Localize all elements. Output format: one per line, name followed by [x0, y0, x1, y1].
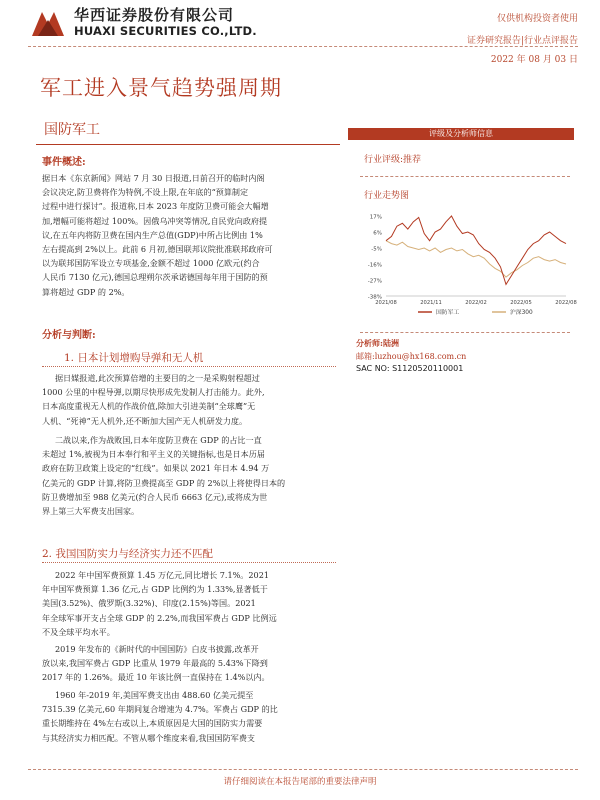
text-line: 7315.39 亿美元,60 年期间复合增速为 4.7%。军费占 GDP 的比	[42, 704, 278, 715]
text-line: 未超过 1%,被视为日本奉行和平主义的关键指标,也是日本历届	[42, 449, 265, 460]
subsection-1-paragraph-1	[42, 371, 336, 428]
x-tick-label: 2022/08	[555, 300, 577, 306]
y-tick-label: -16%	[367, 262, 382, 269]
text-line: 会议决定,防卫费将作为特例,不设上限,在年底的“预算制定	[42, 187, 249, 198]
sidebar-divider	[360, 176, 570, 177]
report-type: 证券研究报告|行业点评报告	[466, 36, 578, 46]
company-name-cn: 华西证券股份有限公司	[74, 6, 235, 24]
text-line: 2022 年中国军费预算 1.45 万亿元,同比增长 7.1%。2021	[54, 570, 270, 580]
text-line: 2017 年的 1.26%。最近 10 年该比例一直保持在 1.4%以内。	[42, 672, 270, 683]
text-line: 据日本《东京新闻》网站 7 月 30 日报道,日前召开的临时内阁	[42, 173, 265, 183]
text-line: 界上第三大军费支出国家。	[42, 506, 140, 517]
text-line: 亿美元的 GDP 计算,将防卫费提高至 GDP 的 2%以上将使得日本的	[42, 477, 286, 488]
text-line: 政府在防卫政策上设定的“红线”。如果以 2021 年日本 4.94 万	[42, 463, 270, 474]
text-line: 议,在五年内将防卫费在国内生产总值(GDP)中所占比例由 1%	[42, 229, 263, 240]
institutional-note: 仅供机构投资者使用	[496, 14, 578, 24]
x-tick-label: 2022/05	[510, 300, 532, 306]
footer-divider	[28, 769, 578, 770]
text-line: 不及全球平均水平。	[42, 626, 115, 637]
title-divider	[36, 144, 340, 145]
sidebar-header: 评级及分析师信息	[348, 128, 574, 140]
text-line: 人民币 7130 亿元),德国总理朔尔茨承诺德国每年用于国防的预	[42, 272, 268, 283]
subsection-1-paragraph-2	[42, 433, 336, 518]
text-line: 年中国军费预算 1.36 亿元,占 GDP 比例约为 1.33%,显著低于	[42, 584, 268, 595]
text-line: 据日媒报道,此次预算倍增的主要目的之一是采购射程超过	[54, 373, 260, 383]
text-line: 算将超过 GDP 的 2%。	[42, 286, 130, 297]
subsection-2-title: 2. 我国国防实力与经济实力还不匹配	[42, 548, 213, 560]
x-tick-label: 2021/11	[420, 300, 442, 306]
report-date: 2022 年 08 月 03 日	[490, 55, 578, 65]
analyst-email[interactable]: 邮箱:luzhou@hx168.com.cn	[356, 352, 467, 361]
text-line: 过程中进行探讨”。报道称,日本 2023 年度防卫费可能会大幅增	[42, 201, 269, 212]
header-divider	[28, 46, 578, 47]
industry-name: 国防军工	[44, 122, 100, 138]
analyst-name: 分析师:陆洲	[356, 338, 399, 348]
sac-number: SAC NO: S1120520110001	[356, 364, 464, 373]
legend-label: 国防军工	[436, 310, 460, 316]
y-tick-label: -5%	[371, 246, 382, 253]
text-line: 人机、“死神”无人机外,还不断加大国产无人机研发力度。	[42, 415, 248, 426]
sidebar-divider	[360, 332, 570, 333]
y-tick-label: 17%	[369, 214, 382, 221]
trend-chart	[360, 210, 577, 322]
text-line: 左右提高到 2%以上。此前 6 月初,德国联邦议院批准联邦政府可	[42, 244, 273, 255]
text-line: 2019 年发布的《新时代的中国国防》白皮书披露,改革开	[54, 644, 259, 654]
event-heading: 事件概述:	[42, 157, 86, 168]
text-line: 1000 公里的中程导弹,以期尽快形成先发制人打击能力。此外,	[42, 387, 265, 398]
text-line: 放以来,我国军费占 GDP 比重从 1979 年最高的 5.43%下降到	[42, 658, 268, 669]
subsection-2-paragraph-1	[42, 568, 336, 639]
subsection-1-divider	[42, 366, 336, 367]
event-paragraph	[42, 171, 336, 299]
text-line: 日本高度重视无人机的作战价值,除加大引进美制“全球鹰”无	[42, 401, 256, 412]
text-line: 美国(3.52%)、俄罗斯(3.32%)、印度(2.15%)等国。2021	[42, 598, 256, 609]
subsection-2-divider	[42, 562, 336, 563]
analysis-heading: 分析与判断:	[42, 330, 96, 341]
y-tick-label: 6%	[373, 230, 382, 237]
footer-disclaimer: 请仔细阅读在本报告尾部的重要法律声明	[223, 777, 377, 787]
y-tick-label: -38%	[367, 294, 382, 301]
subsection-1-title: 1. 日本计划增购导弹和无人机	[64, 352, 204, 364]
series-line	[386, 216, 566, 284]
x-tick-label: 2022/02	[465, 300, 487, 306]
text-line: 1960 年-2019 年,美国军费支出由 488.60 亿美元提至	[54, 690, 254, 700]
text-line: 重长期维持在 4%左右或以上,本质原因是大国的国防实力需要	[42, 718, 263, 729]
company-name-en: HUAXI SECURITIES CO.,LTD.	[74, 24, 257, 38]
industry-rating: 行业评级:推荐	[364, 155, 422, 165]
text-line: 年全球军事开支占全球 GDP 的 2.2%,而我国军费占 GDP 比例远	[42, 612, 277, 623]
text-line: 防卫费增加至 988 亿美元(约合人民币 6663 亿元),或将成为世	[42, 491, 268, 502]
text-line: 以为联邦国防军设立专项基金,金额不超过 1000 亿欧元(约合	[42, 258, 260, 269]
series-line	[386, 241, 566, 277]
x-tick-label: 2021/08	[375, 300, 397, 306]
y-tick-label: -27%	[367, 278, 382, 285]
trend-chart-label: 行业走势图	[364, 191, 410, 201]
text-line: 与其经济实力相匹配。不管从哪个维度来看,我国国防军费支	[42, 732, 256, 743]
text-line: 二战以来,作为战败国,日本年度防卫费在 GDP 的占比一直	[54, 435, 262, 445]
text-line: 加,增幅可能将超过 100%。因俄乌冲突等情况,自民党向政府提	[42, 215, 268, 226]
legend-label: 沪深300	[510, 310, 533, 316]
subsection-2-paragraph-2	[42, 642, 336, 685]
report-title: 军工进入景气趋势强周期	[40, 76, 282, 100]
huaxi-logo-icon	[28, 6, 68, 42]
subsection-2-paragraph-3	[42, 688, 336, 745]
